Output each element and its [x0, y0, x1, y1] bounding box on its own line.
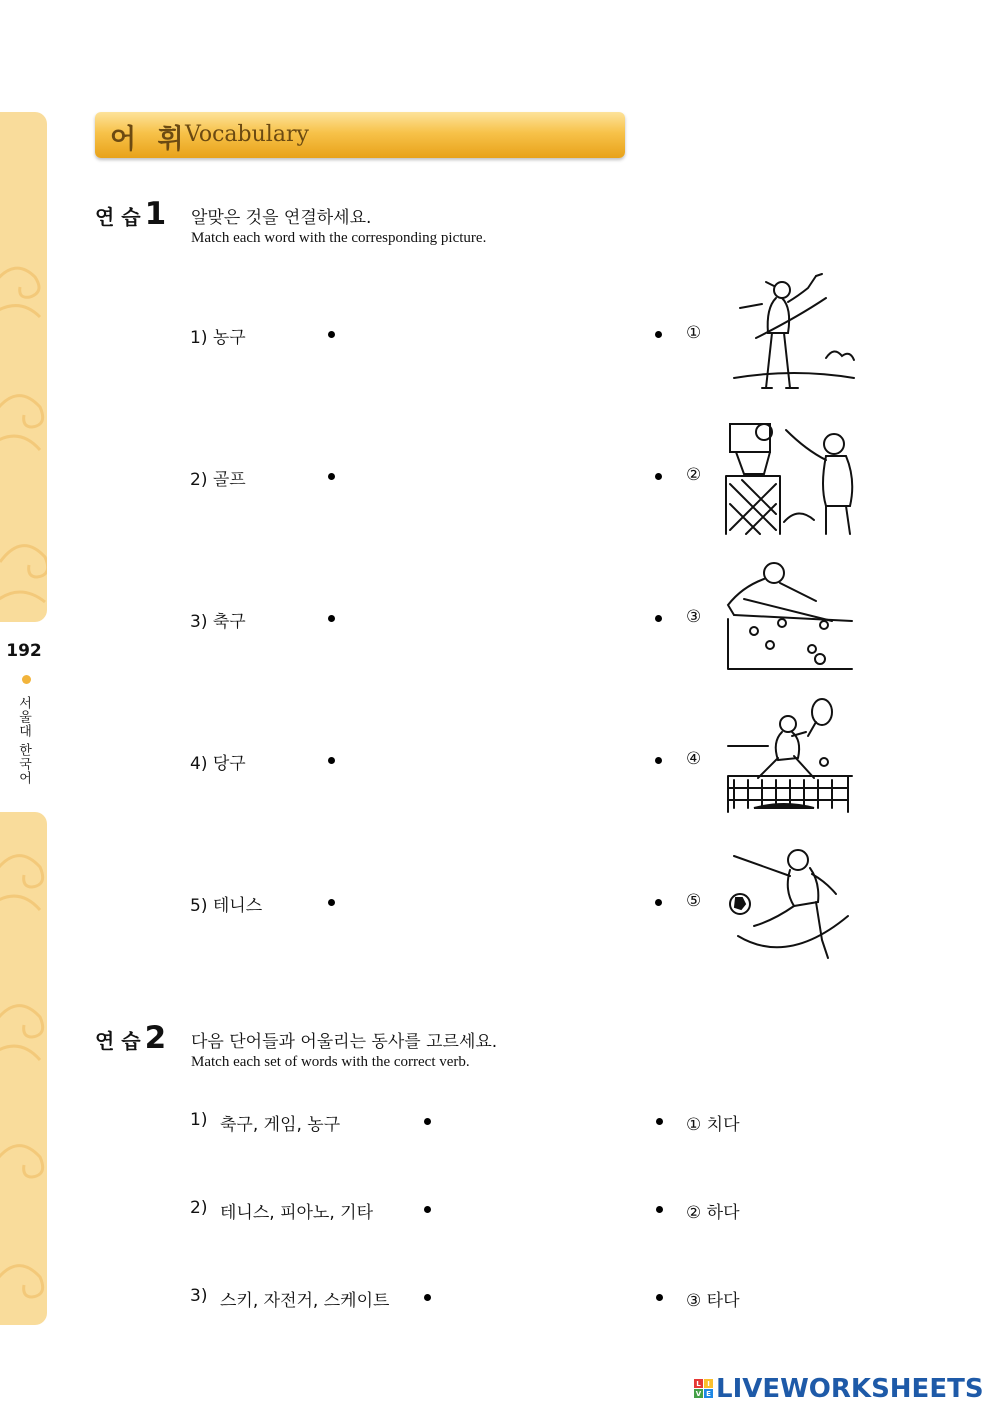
- logo-text: LIVEWORKSHEETS: [716, 1374, 984, 1404]
- ex1-word: 4) 당구: [190, 754, 246, 774]
- exercise1-instruction-en: Match each word with the corresponding picture.: [191, 230, 487, 246]
- exercise1-label: 연 습 1: [95, 196, 167, 232]
- side-strip-bottom: [0, 812, 47, 1325]
- exercise2-instruction-en: Match each set of words with the correct verb.: [191, 1054, 470, 1070]
- ex1-right-dot[interactable]: [655, 473, 662, 480]
- ex1-word: 1) 농구: [190, 328, 246, 348]
- cloud-pattern: [0, 112, 47, 622]
- ex2-right-dot[interactable]: [656, 1206, 663, 1213]
- ex2-left-dot[interactable]: [424, 1118, 431, 1125]
- ex2-row-number: 2): [190, 1198, 208, 1218]
- section-title-en: Vocabulary: [185, 122, 309, 147]
- billiards-icon: [724, 559, 856, 674]
- exercise1-instruction-ko: 알맞은 것을 연결하세요.: [191, 208, 372, 228]
- ex1-right-dot[interactable]: [655, 899, 662, 906]
- ex2-row-number: 3): [190, 1286, 208, 1306]
- exercise2-label: 연 습 2: [95, 1020, 167, 1056]
- svg-text:E: E: [706, 1390, 711, 1398]
- ex1-left-dot[interactable]: [328, 757, 335, 764]
- ex2-left-dot[interactable]: [424, 1294, 431, 1301]
- exercise1-number: 1: [144, 196, 167, 232]
- ex2-verb: ① 치다: [686, 1115, 740, 1135]
- ex2-word-set: 축구, 게임, 농구: [220, 1115, 341, 1135]
- page-dot: [22, 675, 31, 684]
- svg-text:L: L: [696, 1380, 701, 1388]
- ex2-word-set: 테니스, 피아노, 기타: [220, 1203, 373, 1223]
- exercise2-instruction-ko: 다음 단어들과 어울리는 동사를 고르세요.: [191, 1032, 498, 1052]
- tennis-icon: [724, 696, 856, 818]
- page-number: 192: [6, 641, 42, 661]
- liveworksheets-logo: [694, 1375, 994, 1411]
- ex1-choice-number: ①: [686, 323, 702, 343]
- ex1-choice-number: ⑤: [686, 891, 702, 911]
- ex1-right-dot[interactable]: [655, 331, 662, 338]
- ex2-verb: ③ 타다: [686, 1291, 740, 1311]
- ex2-left-dot[interactable]: [424, 1206, 431, 1213]
- svg-text:I: I: [707, 1380, 710, 1388]
- soccer-icon: [728, 846, 858, 968]
- book-title: 서울대 한국어: [16, 696, 31, 786]
- ex2-right-dot[interactable]: [656, 1294, 663, 1301]
- ex1-choice-number: ③: [686, 607, 702, 627]
- side-strip-top: [0, 112, 47, 622]
- ex2-verb: ② 하다: [686, 1203, 740, 1223]
- ex1-word: 5) 테니스: [190, 896, 263, 916]
- ex2-right-dot[interactable]: [656, 1118, 663, 1125]
- ex1-left-dot[interactable]: [328, 473, 335, 480]
- ex1-right-dot[interactable]: [655, 757, 662, 764]
- svg-text:V: V: [695, 1390, 702, 1398]
- ex1-right-dot[interactable]: [655, 615, 662, 622]
- ex1-choice-number: ④: [686, 749, 702, 769]
- ex2-word-set: 스키, 자전거, 스케이트: [220, 1291, 390, 1311]
- ex2-row-number: 1): [190, 1110, 208, 1130]
- section-banner: [95, 112, 625, 158]
- golf-icon: [726, 268, 856, 398]
- ex1-word: 3) 축구: [190, 612, 246, 632]
- section-title-ko: 어 휘: [110, 124, 190, 155]
- ex1-word: 2) 골프: [190, 470, 246, 490]
- ex1-left-dot[interactable]: [328, 899, 335, 906]
- exercise2-number: 2: [144, 1020, 167, 1056]
- ex1-left-dot[interactable]: [328, 615, 335, 622]
- basketball-icon: [722, 414, 857, 536]
- ex1-left-dot[interactable]: [328, 331, 335, 338]
- ex1-choice-number: ②: [686, 465, 702, 485]
- cloud-pattern: [0, 812, 47, 1325]
